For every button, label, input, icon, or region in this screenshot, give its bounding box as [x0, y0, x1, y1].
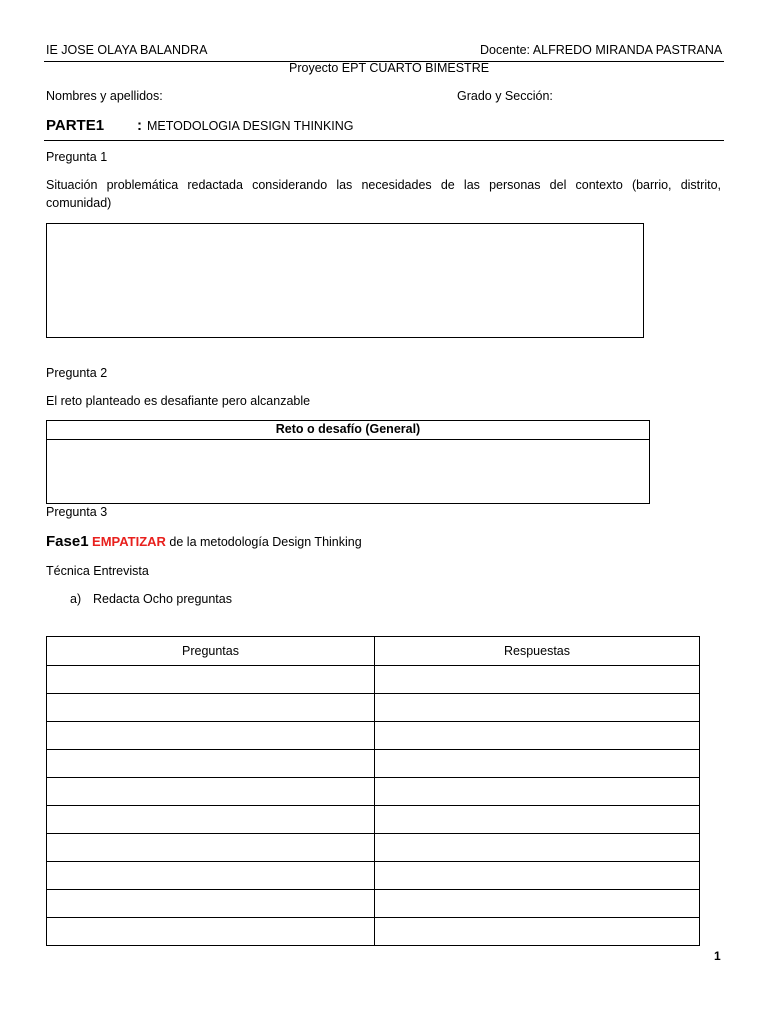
school-name: IE JOSE OLAYA BALANDRA [46, 43, 208, 57]
teacher-name: Docente: ALFREDO MIRANDA PASTRANA [480, 43, 723, 57]
part1-rule [44, 140, 724, 141]
part1-title: METODOLOGIA DESIGN THINKING [147, 119, 354, 133]
table-row [47, 778, 700, 806]
question-cell[interactable] [47, 778, 375, 806]
table-row [47, 834, 700, 862]
question-1-label: Pregunta 1 [46, 150, 108, 164]
question-2-label: Pregunta 2 [46, 366, 108, 380]
answer-cell[interactable] [375, 694, 700, 722]
question-1-answer-box[interactable] [46, 223, 644, 338]
technique-label: Técnica Entrevista [46, 564, 149, 578]
page-number: 1 [714, 949, 721, 963]
challenge-box-header: Reto o desafío (General) [47, 421, 649, 440]
phase-heading [46, 533, 362, 550]
part1-label: PARTE1 [46, 117, 105, 134]
answer-cell[interactable] [375, 834, 700, 862]
answer-cell[interactable] [375, 778, 700, 806]
answer-cell[interactable] [375, 722, 700, 750]
question-cell[interactable] [47, 694, 375, 722]
answer-cell[interactable] [375, 806, 700, 834]
question-cell[interactable] [47, 750, 375, 778]
answer-cell[interactable] [375, 750, 700, 778]
student-name-label: Nombres y apellidos: [46, 89, 163, 103]
question-3-label: Pregunta 3 [46, 505, 108, 519]
table-body [47, 666, 700, 946]
phase-rest: de la metodología Design Thinking [169, 535, 362, 549]
table-header-questions: Preguntas [47, 637, 375, 666]
table-header-row [47, 637, 700, 666]
question-cell[interactable] [47, 890, 375, 918]
question-cell[interactable] [47, 666, 375, 694]
table-row [47, 918, 700, 946]
answer-cell[interactable] [375, 862, 700, 890]
table-header-answers: Respuestas [375, 637, 700, 666]
question-cell[interactable] [47, 918, 375, 946]
phase-label: Fase1 [46, 533, 89, 550]
table-row [47, 750, 700, 778]
interview-table [46, 636, 700, 946]
part1-colon: : [137, 117, 142, 134]
question-cell[interactable] [47, 806, 375, 834]
question-cell[interactable] [47, 722, 375, 750]
item-text: Redacta Ocho preguntas [93, 592, 232, 606]
challenge-answer-area[interactable] [47, 440, 649, 504]
phase-name: EMPATIZAR [92, 534, 166, 549]
answer-cell[interactable] [375, 918, 700, 946]
grade-section-label: Grado y Sección: [457, 89, 553, 103]
table-row [47, 890, 700, 918]
table-row [47, 666, 700, 694]
question-2-text: El reto planteado es desafiante pero alcanzable [46, 394, 311, 408]
table-row [47, 806, 700, 834]
question-cell[interactable] [47, 862, 375, 890]
challenge-box [46, 420, 650, 504]
question-cell[interactable] [47, 834, 375, 862]
table-row [47, 694, 700, 722]
answer-cell[interactable] [375, 666, 700, 694]
project-title: Proyecto EPT CUARTO BIMESTRE [289, 61, 490, 75]
answer-cell[interactable] [375, 890, 700, 918]
question-1-text-line2: comunidad) [46, 196, 112, 210]
question-1-text-line1: Situación problemática redactada considerando las necesidades de las personas del contexto (barrio, distrito, [46, 178, 721, 192]
table-row [47, 862, 700, 890]
item-letter: a) [70, 592, 82, 606]
table-row [47, 722, 700, 750]
